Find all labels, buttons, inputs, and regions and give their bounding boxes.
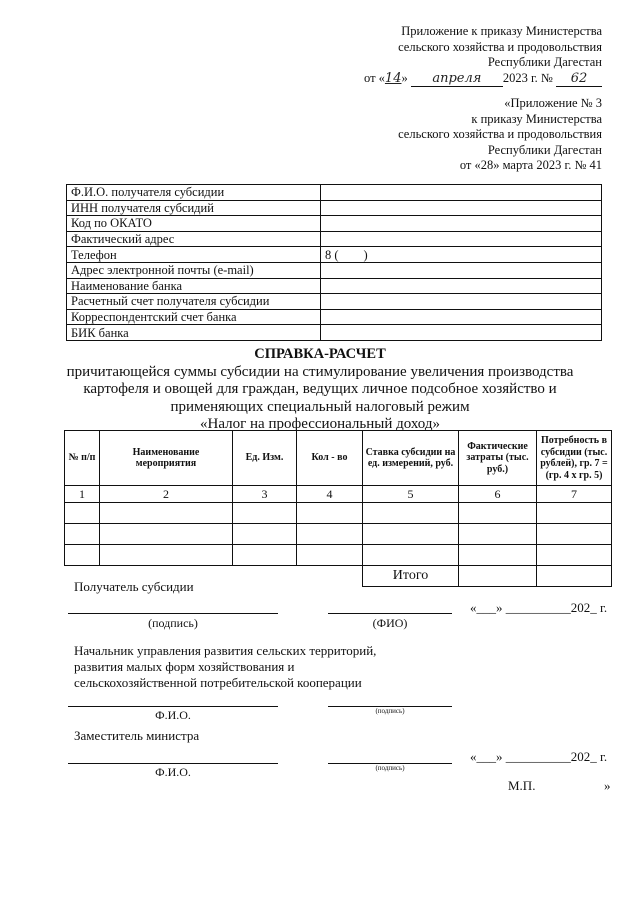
- info-label: ИНН получателя субсидий: [67, 200, 321, 216]
- table-row: [67, 262, 602, 278]
- order-header: [364, 24, 602, 87]
- date-field[interactable]: «___» __________202_ г.: [470, 749, 608, 764]
- info-label: Расчетный счет получателя субсидии: [67, 294, 321, 310]
- signature-line[interactable]: [68, 613, 278, 614]
- appendix-line: «Приложение № 3: [504, 96, 602, 110]
- info-label: Адрес электронной почты (e-mail): [67, 262, 321, 278]
- title-line: картофеля и овощей для граждан, ведущих личное подсобное хозяйство и: [83, 381, 557, 397]
- column-number-row: 1 2 3 4 5 6 7: [65, 486, 612, 503]
- order-date-line: от «14» апреля 2023 г. № 62: [364, 71, 602, 88]
- fio-line[interactable]: [328, 613, 452, 614]
- info-label: Ф.И.О. получателя субсидии: [67, 185, 321, 201]
- fio-label: Ф.И.О.: [155, 765, 191, 779]
- info-value[interactable]: [321, 200, 602, 216]
- info-value[interactable]: [321, 325, 602, 341]
- handwritten-day: 14: [384, 70, 402, 86]
- fio-label: Ф.И.О.: [155, 708, 191, 722]
- col-header: Потребность в субсидии (тыс. рублей), гр. 7 = (гр. 4 х гр. 5): [537, 431, 612, 486]
- seal-label: М.П.: [508, 778, 536, 793]
- appendix-header: [398, 96, 602, 174]
- info-label: БИК банка: [67, 325, 321, 341]
- signature-caption: (подпись): [148, 616, 198, 630]
- deputy-fio-line[interactable]: [68, 763, 278, 764]
- header-line: Республики Дагестан: [487, 55, 602, 69]
- col-header: Ставка субсидии на ед. измерений, руб.: [363, 431, 459, 486]
- info-value[interactable]: [321, 294, 602, 310]
- table-row: [67, 200, 602, 216]
- header-row: [65, 431, 612, 486]
- title-heading: СПРАВКА-РАСЧЕТ: [254, 346, 386, 362]
- table-row: [67, 185, 602, 201]
- total-subsidy[interactable]: [537, 566, 612, 587]
- col-header: Кол - во: [297, 431, 363, 486]
- small-signature-caption: (подпись): [375, 707, 405, 715]
- total-label: Итого: [363, 566, 459, 587]
- info-value[interactable]: [321, 231, 602, 247]
- deputy-label: Заместитель министра: [74, 728, 200, 743]
- handwritten-number: 62: [556, 71, 602, 88]
- table-row: [67, 325, 602, 341]
- info-label: Фактический адрес: [67, 231, 321, 247]
- info-value[interactable]: [321, 309, 602, 325]
- subsidy-calc-table: [64, 430, 612, 587]
- info-label: Корреспондентский счет банка: [67, 309, 321, 325]
- handwritten-month: апреля: [411, 71, 503, 88]
- title-line: применяющих специальный налоговый режим: [170, 398, 470, 415]
- date-field[interactable]: «___» __________202_ г.: [470, 600, 608, 615]
- header-line: Приложение к приказу Министерства: [401, 24, 602, 38]
- table-row: [67, 294, 602, 310]
- table-row: [67, 278, 602, 294]
- info-label: Телефон: [67, 247, 321, 263]
- fio-caption: (ФИО): [372, 616, 408, 630]
- header-line: сельского хозяйства и продовольствия: [398, 39, 602, 54]
- info-value[interactable]: [321, 216, 602, 232]
- document-title: [0, 346, 640, 434]
- title-line: «Налог на профессиональный доход»: [200, 416, 440, 432]
- table-row: [65, 545, 612, 566]
- chief-title: Начальник управления развития сельских территорий, развития малых форм хозяйствования и сельскохозяйственной потребительской кооперации: [74, 643, 377, 690]
- table-row: [67, 247, 602, 263]
- chief-fio-line[interactable]: [68, 706, 278, 707]
- table-row: [65, 503, 612, 524]
- info-label: Наименование банка: [67, 278, 321, 294]
- recipient-label: Получатель субсидии: [74, 579, 194, 594]
- table-row: [67, 309, 602, 325]
- col-header: Наименование мероприятия: [100, 431, 233, 486]
- appendix-line: сельского хозяйства и продовольствия: [398, 127, 602, 141]
- table-row: [67, 231, 602, 247]
- small-signature-caption: (подпись): [375, 764, 405, 772]
- recipient-info-table: [66, 184, 602, 341]
- info-value[interactable]: [321, 185, 602, 201]
- info-value[interactable]: [321, 262, 602, 278]
- col-header: Ед. Изм.: [233, 431, 297, 486]
- title-line: причитающейся суммы субсидии на стимулирование увеличения производства: [66, 363, 574, 380]
- info-label: Код по ОКАТО: [67, 216, 321, 232]
- table-row: [65, 524, 612, 545]
- closing-quote: »: [604, 778, 611, 793]
- appendix-line: от «28» марта 2023 г. № 41: [459, 158, 602, 172]
- table-row: [67, 216, 602, 232]
- col-header: № п/п: [65, 431, 100, 486]
- appendix-line: к приказу Министерства: [471, 111, 602, 126]
- appendix-line: Республики Дагестан: [487, 142, 602, 157]
- total-costs[interactable]: [459, 566, 537, 587]
- col-header: Фактические затраты (тыс. руб.): [459, 431, 537, 486]
- info-value[interactable]: 8 ( ): [321, 247, 602, 263]
- info-value[interactable]: [321, 278, 602, 294]
